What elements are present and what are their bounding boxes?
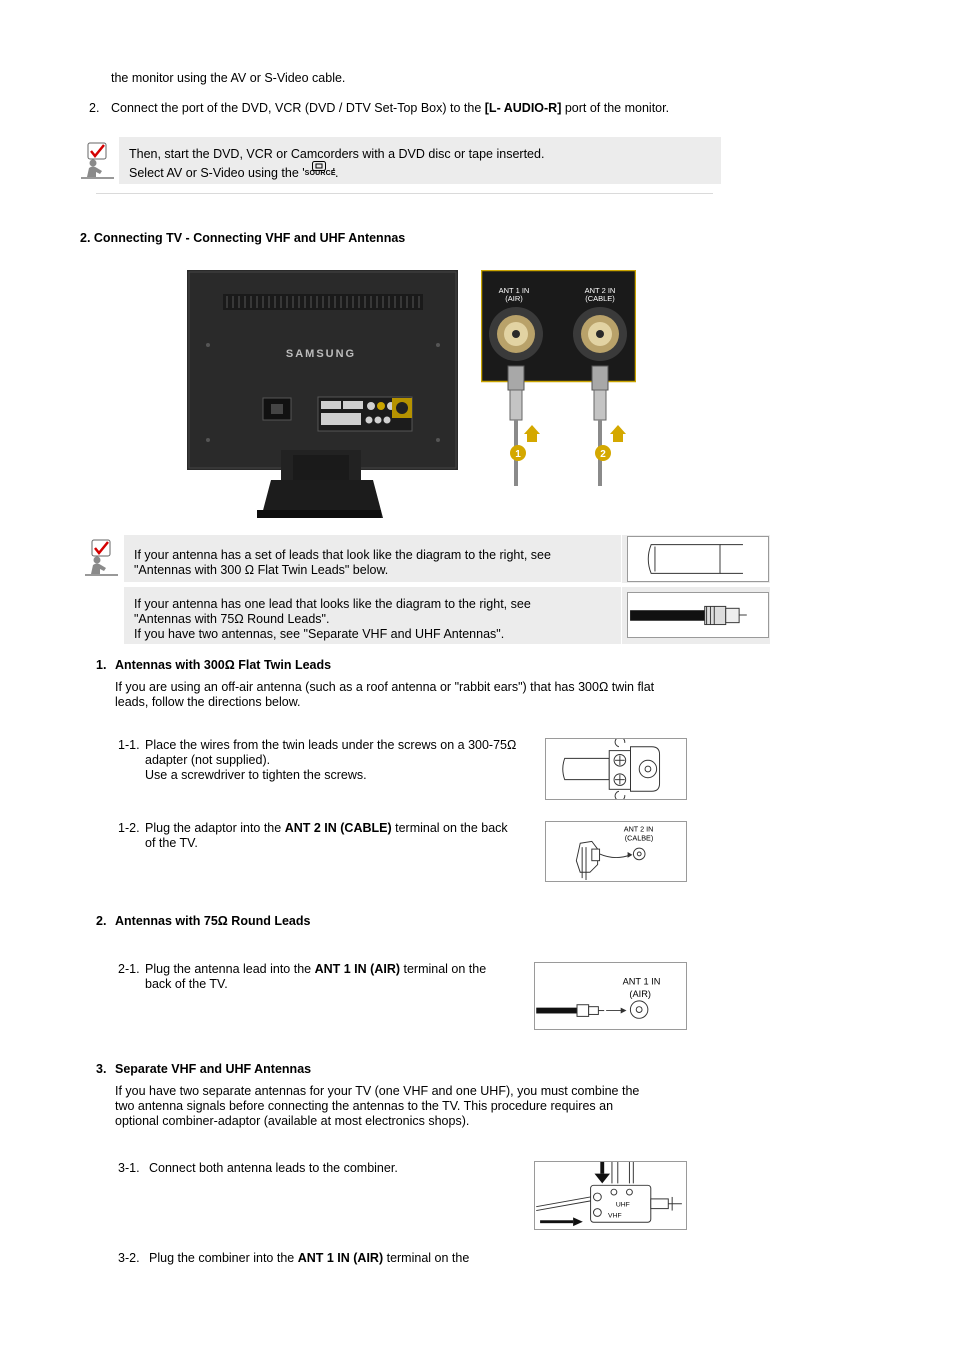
- step-3-2-number: 3-2.: [118, 1251, 140, 1265]
- antenna-connector-image: [481, 270, 636, 488]
- note-line-1: Then, start the DVD, VCR or Camcorders with a DVD disc or tape inserted.: [129, 147, 545, 161]
- fig-ant1-label-a: ANT 1 IN: [622, 976, 661, 987]
- list-item-2-text: Connect the port of the DVD, VCR (DVD / DTV Set-Top Box) to the [L- AUDIO-R] port of the monitor.: [111, 101, 670, 115]
- fig-ant2-label-b: (CALBE): [624, 833, 654, 843]
- note-row2-text: If your antenna has one lead that looks like the diagram to the right, see "Antennas with 75Ω Round Leads". If you have two antennas, see "Separate VHF and UHF Antennas".: [134, 597, 531, 641]
- note-line-2: Select AV or S-Video using the ' SOURCE '.: [129, 162, 339, 181]
- step-1-1-text: Place the wires from the twin leads under the screws on a 300-75Ω adapter (not supplied). Use a screwdriver to tighten the screws.: [145, 738, 517, 782]
- marker-1: 1: [515, 449, 521, 460]
- ant1-label-b: (AIR): [505, 294, 523, 303]
- fig-vhf-label: VHF: [608, 1212, 622, 1220]
- subsection-2-number: 2.: [96, 914, 107, 928]
- monitor-back-image: [187, 270, 458, 518]
- note-icon: [80, 141, 116, 181]
- divider: [96, 193, 713, 194]
- round-lead-plug-image: [534, 962, 687, 1030]
- step-2-1-number: 2-1.: [118, 962, 140, 976]
- combiner-image: [534, 1161, 687, 1230]
- step-1-2-number: 1-2.: [118, 821, 140, 835]
- step-3-1-text: Connect both antenna leads to the combiner.: [149, 1161, 398, 1175]
- subsection-3-title: Separate VHF and UHF Antennas: [115, 1062, 312, 1076]
- step-2-1-text: Plug the antenna lead into the ANT 1 IN (AIR) terminal on the back of the TV.: [145, 962, 487, 991]
- step-1-1-number: 1-1.: [118, 738, 140, 752]
- subsection-3-number: 3.: [96, 1062, 107, 1076]
- flat-twin-lead-image: [627, 536, 769, 582]
- step-1-2-text: Plug the adaptor into the ANT 2 IN (CABLE) terminal on the back of the TV.: [145, 821, 508, 850]
- subsection-3-paragraph: If you have two separate antennas for your TV (one VHF and one UHF), you must combine the two antenna signals before connecting the antennas to the TV. This procedure requires an optional combiner-adaptor (available at most electronics shops).: [115, 1084, 640, 1128]
- step-3-2-text: Plug the combiner into the ANT 1 IN (AIR) terminal on the: [149, 1251, 470, 1265]
- step-3-1-number: 3-1.: [118, 1161, 140, 1175]
- brand-logo: SAMSUNG: [285, 348, 357, 360]
- subsection-1-paragraph: If you are using an off-air antenna (such as a roof antenna or "rabbit ears") that has 300Ω twin flat leads, follow the directions below.: [115, 680, 655, 709]
- continuation-text: the monitor using the AV or S-Video cable.: [111, 71, 346, 85]
- list-item-2: [89, 101, 99, 116]
- list-number: 2.: [89, 101, 100, 115]
- note-icon: [84, 538, 120, 578]
- fig-ant2-label-a: ANT 2 IN: [623, 824, 654, 834]
- subsection-2-title: Antennas with 75Ω Round Leads: [115, 914, 311, 928]
- subsection-1-title: Antennas with 300Ω Flat Twin Leads: [115, 658, 332, 672]
- fig-ant1-label-b: (AIR): [629, 988, 651, 999]
- source-button: SOURCE: [305, 162, 333, 180]
- fig-uhf-label: UHF: [615, 1201, 630, 1209]
- marker-2: 2: [600, 449, 606, 460]
- ant1-label-a: ANT 1 IN: [498, 286, 530, 295]
- ant2-label-a: ANT 2 IN: [584, 286, 616, 295]
- adapter-screws-image: [545, 738, 687, 800]
- adapter-plug-image: [545, 821, 687, 882]
- ant2-label-b: (CABLE): [585, 294, 615, 303]
- note-row1-text: If your antenna has a set of leads that look like the diagram to the right, see "Antennas with 300 Ω Flat Twin Leads" below.: [134, 548, 551, 577]
- round-lead-image: [627, 592, 769, 638]
- section-heading: 2. Connecting TV - Connecting VHF and UHF Antennas: [80, 231, 406, 245]
- subsection-1-number: 1.: [96, 658, 107, 672]
